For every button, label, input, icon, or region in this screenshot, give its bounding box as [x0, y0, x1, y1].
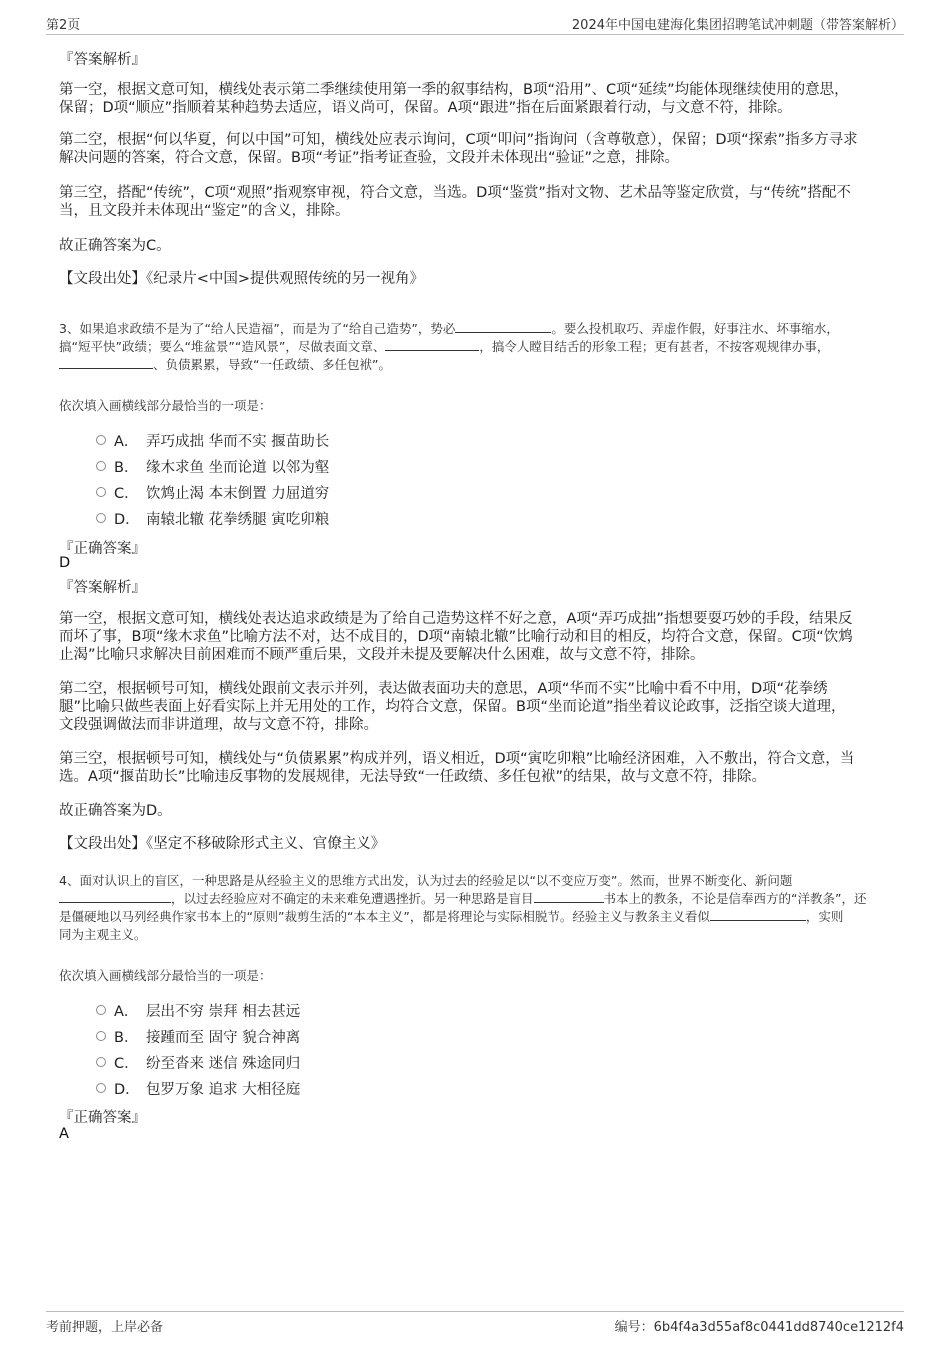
question-4-instruction: 依次填入画横线部分最恰当的一项是： — [59, 968, 272, 983]
radio-button[interactable] — [96, 461, 106, 471]
page-number: 第2页 — [46, 18, 81, 33]
question-4-stem — [59, 872, 899, 944]
text-line: 保留；D项“顺应”指顺着某种趋势去适应，语义尚可，保留。A项“跟进”指在后面紧跟着行动，与文意不符，排除。 — [59, 100, 792, 116]
analysis-heading: 『答案解析』 — [59, 52, 146, 68]
text-line: 第三空，根据顿号可知，横线处与“负债累累”构成并列，语义相近，D项“寅吃卯粮”比喻经济困难，入不敷出，符合文意，当 — [59, 751, 855, 767]
radio-button[interactable] — [96, 513, 106, 523]
footer-slogan: 考前押题，上岸必备 — [46, 1320, 164, 1335]
text-line: 选。A项“揠苗助长”比喻违反事物的发展规律，无法导致“一任政绩、多任包袱”的结果，故与文意不符，排除。 — [59, 769, 766, 785]
fill-blank — [59, 356, 153, 369]
text-line: 搞“短平快”政绩；要么“堆盆景”“造风景”，尽做表面文章、 ，搞令人瞠目结舌的形象工程；更有甚者，不按客观规律办事， — [59, 339, 830, 354]
text-line: 腿”比喻只做些表面上好看实际上并无用处的工作，均符合文意，保留。B项“坐而论道”指坐着议论政事，泛指空谈大道理， — [59, 699, 846, 715]
fill-blank — [455, 320, 551, 333]
radio-button[interactable] — [96, 1031, 106, 1041]
text-line: 当，且文段并未体现出“鉴定”的含义，排除。 — [59, 203, 350, 219]
text-line: 而坏了事，B项“缘木求鱼”比喻方法不对，达不成目的，D项“南辕北辙”比喻行动和目的相反，均符合文意，保留。C项“饮鸩 — [59, 629, 853, 645]
text-line: 4、面对认识上的盲区，一种思路是从经验主义的思维方式出发，认为过去的经验足以“以不变应万变”。然而，世界不断变化、新问题 — [59, 873, 793, 888]
fill-blank — [59, 890, 171, 903]
question-3-stem — [59, 320, 899, 374]
source-citation: 【文段出处】《坚定不移破除形式主义、官僚主义》 — [59, 836, 386, 852]
text-line: 第二空，根据顿号可知，横线处跟前文表示并列，表达做表面功夫的意思，A项“华而不实”比喻中看不中用，D项“花拳绣 — [59, 681, 828, 697]
analysis-paragraph-2 — [59, 131, 858, 167]
question-3-instruction: 依次填入画横线部分最恰当的一项是： — [59, 398, 272, 413]
correct-answer-value: A — [59, 1126, 69, 1142]
document-title: 2024年中国电建海化集团招聘笔试冲刺题（带答案解析） — [571, 18, 904, 33]
correct-answer-heading: 『正确答案』 — [59, 541, 146, 557]
text-line: 止渴”比喻只求解决目前困难而不顾严重后果，文段并未提及要解决什么困难，故与文意不符，排除。 — [59, 647, 705, 663]
analysis-paragraph-2 — [59, 680, 845, 734]
text-line: 第一空，根据文意可知，横线处表达追求政绩是为了给自己造势这样不好之意，A项“弄巧成拙”指想要耍巧妙的手段，结果反 — [59, 611, 853, 627]
radio-button[interactable] — [96, 435, 106, 445]
fill-blank — [385, 338, 479, 351]
document-code: 编号：6b4f4a3d55af8c0441dd8740ce1212f4 — [614, 1320, 904, 1335]
analysis-paragraph-3 — [59, 184, 851, 220]
text-line: 第二空，根据“何以华夏，何以中国”可知，横线处应表示询问，C项“叩问”指询问（含尊敬意），保留；D项“探索”指多方寻求 — [59, 132, 858, 148]
text-line: ，以过去经验应对不确定的未来难免遭遇挫折。另一种思路是盲目 书本上的教条，不论是信奉西方的“洋教条”，还 — [59, 890, 899, 908]
analysis-paragraph-1 — [59, 610, 853, 664]
answer-conclusion: 故正确答案为C。 — [59, 238, 171, 254]
analysis-paragraph-3 — [59, 750, 854, 786]
fill-blank — [710, 908, 806, 921]
page-footer — [46, 1311, 904, 1334]
text-line: 3、如果追求政绩不是为了“给人民造福”，而是为了“给自己造势”，势必 。要么投机取巧、弄虚作假，好事注水、坏事缩水， — [59, 321, 839, 336]
radio-button[interactable] — [96, 1083, 106, 1093]
text-line: 、负债累累，导致“一任政绩、多任包袱”。 — [59, 356, 899, 374]
answer-conclusion: 故正确答案为D。 — [59, 803, 172, 819]
text-line: 解决问题的答案，符合文意，保留。B项“考证”指考证查验，文段并未体现出“验证”之意，排除。 — [59, 150, 679, 166]
text-line: 第一空，根据文意可知，横线处表示第二季继续使用第一季的叙事结构，B项“沿用”、C项“延续”均能体现继续使用的意思， — [59, 82, 849, 98]
correct-answer-heading: 『正确答案』 — [59, 1110, 146, 1126]
page-header — [46, 14, 904, 35]
analysis-paragraph-1 — [59, 81, 849, 117]
radio-button[interactable] — [96, 1057, 106, 1067]
source-citation: 【文段出处】《纪录片<中国>提供观照传统的另一视角》 — [59, 271, 425, 287]
correct-answer-value: D — [59, 555, 71, 571]
radio-button[interactable] — [96, 1005, 106, 1015]
text-line: 文段强调做法而非讲道理，故与文意不符，排除。 — [59, 717, 378, 733]
text-line: 是僵硬地以马列经典作家书本上的“原则”裁剪生活的“本本主义”，都是将理论与实际相脱节。经验主义与教条主义看似 ，实则 — [59, 909, 844, 924]
text-line: 同为主观主义。 — [59, 927, 147, 942]
radio-button[interactable] — [96, 487, 106, 497]
fill-blank — [534, 890, 604, 903]
text-line: 第三空，搭配“传统”，C项“观照”指观察审视，符合文意，当选。D项“鉴赏”指对文物、艺术品等鉴定欣赏，与“传统”搭配不 — [59, 185, 851, 201]
analysis-heading: 『答案解析』 — [59, 580, 146, 596]
